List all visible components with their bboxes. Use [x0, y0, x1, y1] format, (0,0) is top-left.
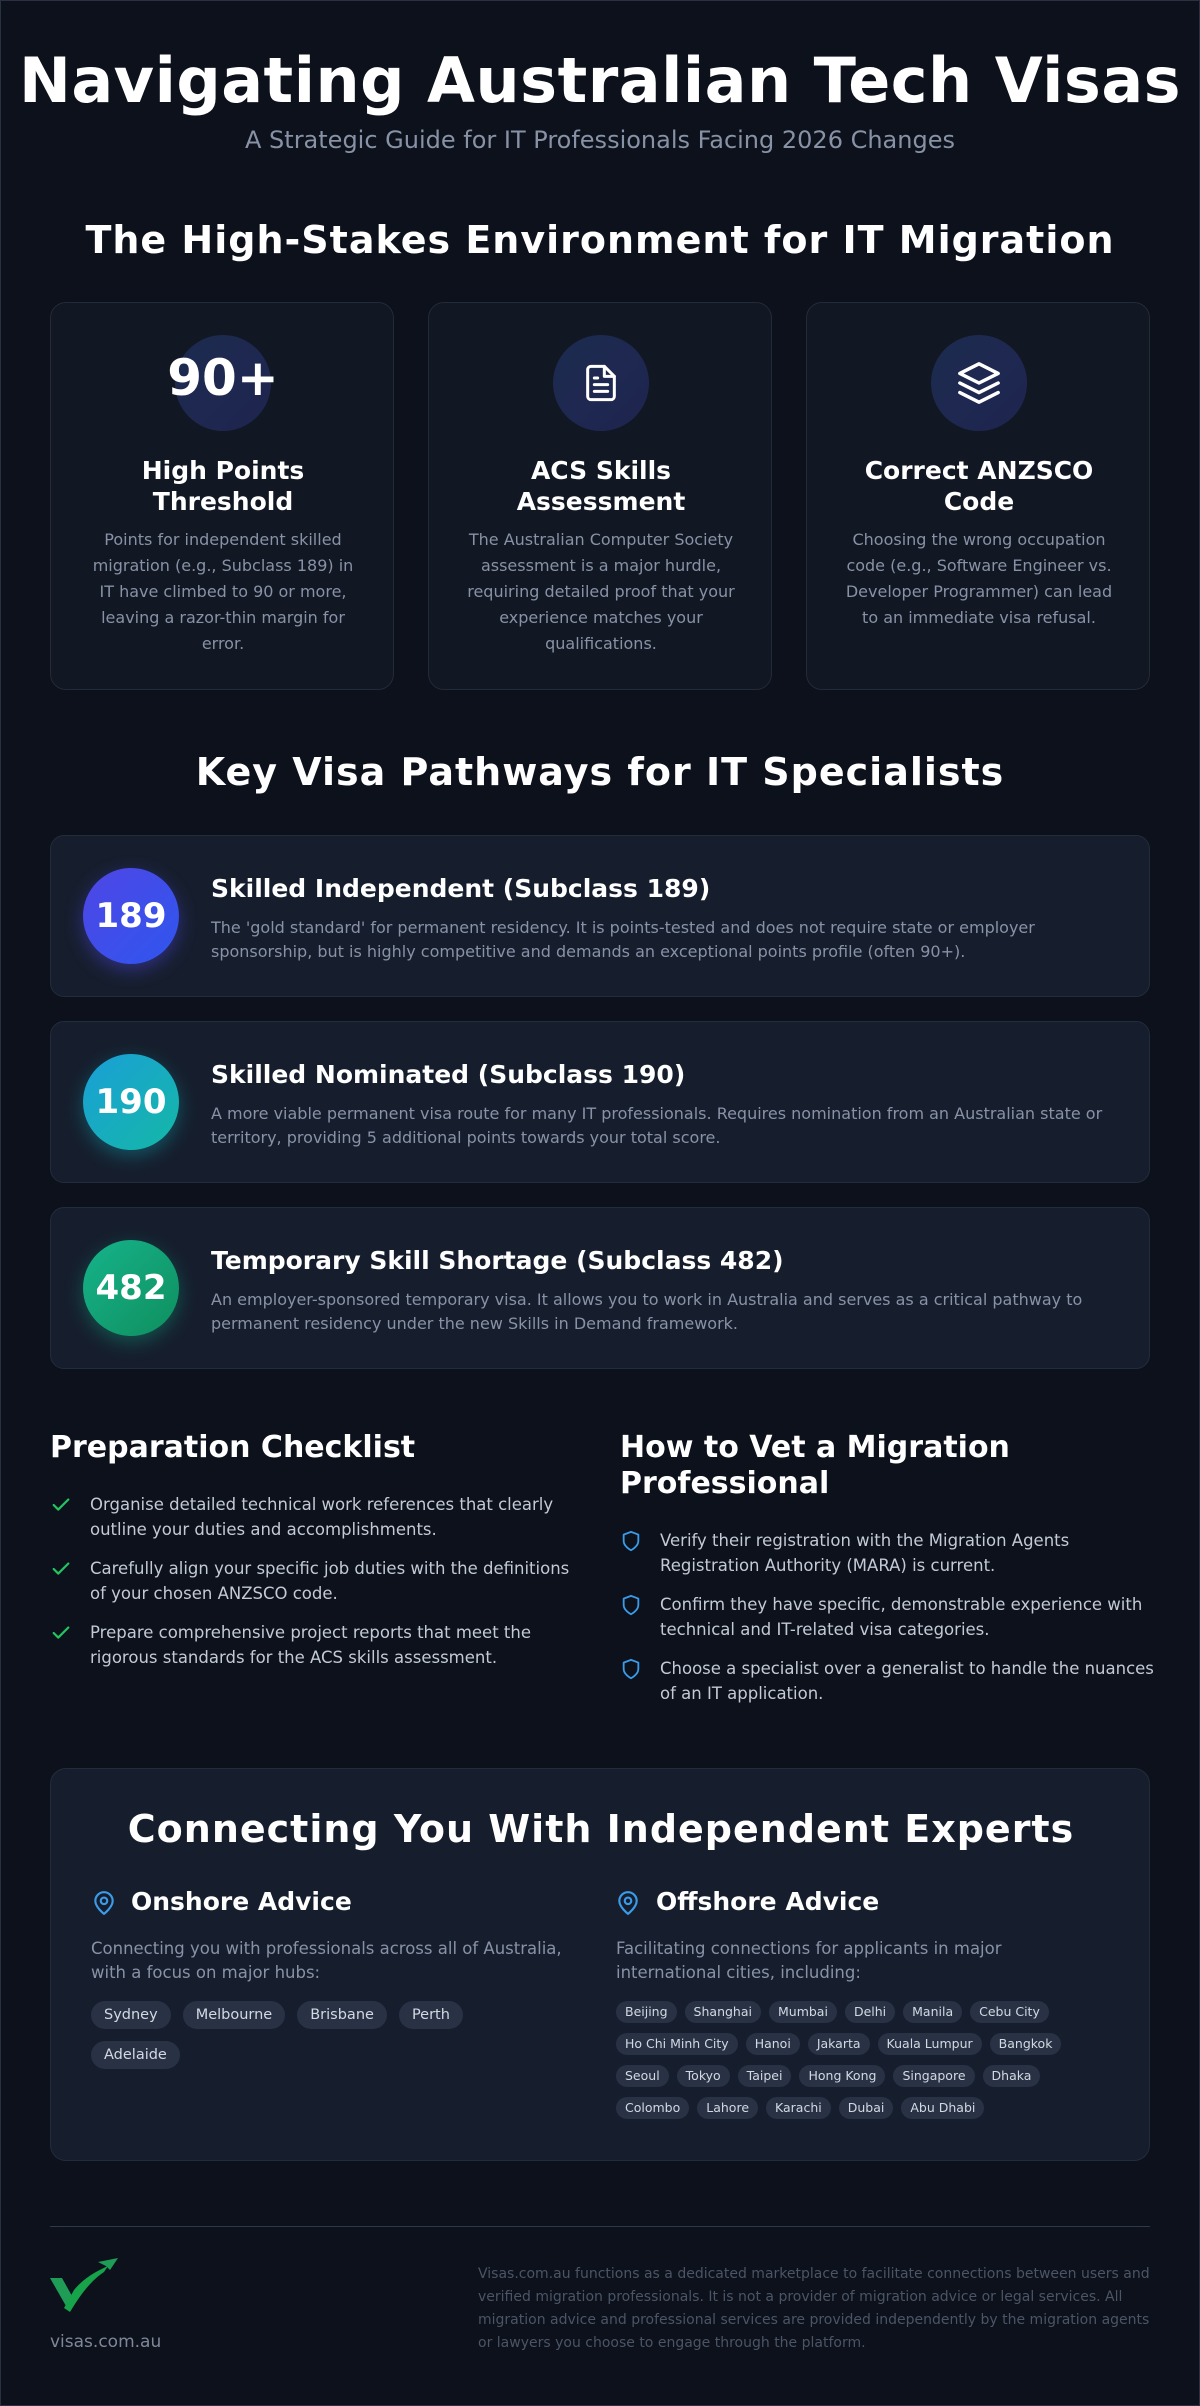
city-chip: Cebu City: [970, 2001, 1049, 2023]
map-pin-icon: [615, 1889, 641, 1917]
checklist-heading: Preparation Checklist: [50, 1430, 416, 1465]
visa-badge: 190: [83, 1054, 179, 1150]
city-chip: Adelaide: [91, 2041, 180, 2069]
shield-icon: [620, 1658, 642, 1680]
city-chip: Dubai: [839, 2097, 894, 2119]
card-text: Choosing the wrong occupation code (e.g., Software Engineer vs. Developer Programmer) can lead to an immediate visa refusal.: [845, 530, 1113, 627]
visa-badge: 189: [83, 868, 179, 964]
vet-text: Confirm they have specific, demonstrable experience with technical and IT-related visa categories.: [660, 1595, 1143, 1639]
city-chip: Seoul: [616, 2065, 669, 2087]
offshore-title: Offshore Advice: [656, 1887, 880, 1916]
city-chip: Perth: [399, 2001, 463, 2029]
checklist-text: Carefully align your specific job duties with the definitions of your chosen ANZSCO code.: [90, 1559, 570, 1603]
city-chip: Singapore: [893, 2065, 974, 2087]
footer-divider: [50, 2226, 1150, 2227]
visa-description: A more viable permanent visa route for many IT professionals. Requires nomination from an Australian state or territory, providing 5 additional points towards your total score.: [211, 1104, 1103, 1147]
visa-title: Skilled Nominated (Subclass 190): [211, 1060, 686, 1089]
city-chip: Delhi: [845, 2001, 895, 2023]
city-chip: Abu Dhabi: [901, 2097, 984, 2119]
checklist-text: Organise detailed technical work references that clearly outline your duties and accomplishments.: [90, 1495, 554, 1539]
experts-panel: [50, 1768, 1150, 2161]
shield-icon: [620, 1530, 642, 1552]
offshore-description: Facilitating connections for applicants in major international cities, including:: [616, 1939, 1002, 1982]
city-chip: Mumbai: [769, 2001, 837, 2023]
card-title: ACS Skills Assessment: [516, 456, 686, 516]
onshore-cities: [91, 2001, 571, 2081]
city-chip: Brisbane: [297, 2001, 387, 2029]
environment-heading: The High-Stakes Environment for IT Migration: [85, 218, 1115, 262]
offshore-cities: [616, 2001, 1121, 2129]
visa-title: Temporary Skill Shortage (Subclass 482): [211, 1246, 784, 1275]
check-icon: [50, 1622, 72, 1644]
city-chip: Jakarta: [808, 2033, 870, 2055]
visas-logo: [48, 2256, 122, 2320]
city-chip: Sydney: [91, 2001, 171, 2029]
city-chip: Hong Kong: [799, 2065, 885, 2087]
visa-card-482: [50, 1207, 1150, 1369]
city-chip: Colombo: [616, 2097, 689, 2119]
check-icon: [50, 1494, 72, 1516]
city-chip: Ho Chi Minh City: [616, 2033, 738, 2055]
visa-title: Skilled Independent (Subclass 189): [211, 874, 711, 903]
city-chip: Manila: [903, 2001, 962, 2023]
city-chip: Hanoi: [746, 2033, 800, 2055]
visa-description: An employer-sponsored temporary visa. It allows you to work in Australia and serves as a critical pathway to permanent residency under the new Skills in Demand framework.: [211, 1290, 1083, 1333]
footer-disclaimer: Visas.com.au functions as a dedicated marketplace to facilitate connections between users and verified migration professionals. It is not a provider of migration advice or legal services. All migration advice and professional services are provided independently by the migration agents or lawyers you choose to engage through the platform.: [478, 2266, 1150, 2351]
pathways-heading: Key Visa Pathways for IT Specialists: [195, 750, 1005, 794]
city-chip: Karachi: [766, 2097, 831, 2119]
map-pin-icon: [91, 1889, 117, 1917]
document-icon: [553, 335, 649, 431]
page-subtitle: A Strategic Guide for IT Professionals Facing 2026 Changes: [245, 126, 955, 154]
card-anzsco-code: [806, 302, 1150, 690]
visa-card-190: [50, 1021, 1150, 1183]
vet-text: Verify their registration with the Migration Agents Registration Authority (MARA) is current.: [660, 1531, 1070, 1575]
city-chip: Dhaka: [983, 2065, 1041, 2087]
card-title: Correct ANZSCO Code: [864, 456, 1094, 516]
city-chip: Tokyo: [677, 2065, 730, 2087]
city-chip: Kuala Lumpur: [878, 2033, 982, 2055]
layers-icon: [931, 335, 1027, 431]
logo-text: visas.com.au: [50, 2332, 162, 2352]
shield-icon: [620, 1594, 642, 1616]
visa-card-189: [50, 835, 1150, 997]
city-chip: Taipei: [738, 2065, 792, 2087]
city-chip: Shanghai: [685, 2001, 761, 2023]
check-icon: [50, 1558, 72, 1580]
vet-heading: How to Vet a Migration Professional: [620, 1430, 1010, 1501]
city-chip: Lahore: [697, 2097, 758, 2119]
onshore-description: Connecting you with professionals across all of Australia, with a focus on major hubs:: [91, 1939, 562, 1982]
visa-description: The 'gold standard' for permanent residency. It is points-tested and does not require state or employer sponsorship, but is highly competitive and demands an exceptional points profile (often 90+).: [211, 918, 1035, 961]
onshore-title: Onshore Advice: [131, 1887, 352, 1916]
card-title: High Points Threshold: [141, 456, 305, 516]
vet-text: Choose a specialist over a generalist to handle the nuances of an IT application.: [660, 1659, 1154, 1703]
checklist-text: Prepare comprehensive project reports that meet the rigorous standards for the ACS skills assessment.: [90, 1623, 531, 1667]
card-text: Points for independent skilled migration (e.g., Subclass 189) in IT have climbed to 90 or more, leaving a razor-thin margin for error.: [92, 530, 354, 653]
page-title: Navigating Australian Tech Visas: [18, 44, 1182, 117]
visa-badge: 482: [83, 1240, 179, 1336]
experts-heading: Connecting You With Independent Experts: [127, 1807, 1075, 1851]
city-chip: Beijing: [616, 2001, 677, 2023]
points-value: 90+: [167, 349, 279, 407]
card-points-threshold: [50, 302, 394, 690]
card-acs-assessment: [428, 302, 772, 690]
card-text: The Australian Computer Society assessment is a major hurdle, requiring detailed proof that your experience matches your qualifications.: [467, 530, 735, 653]
city-chip: Melbourne: [183, 2001, 286, 2029]
city-chip: Bangkok: [990, 2033, 1062, 2055]
